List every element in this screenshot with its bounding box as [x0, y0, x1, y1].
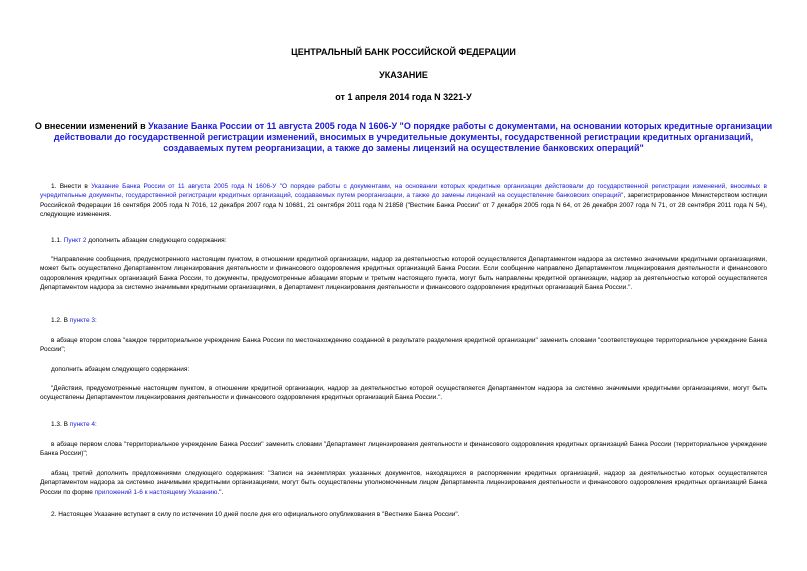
- p11-prefix: 1.1.: [51, 237, 64, 244]
- paragraph-1: [40, 182, 767, 219]
- p2-text: 2. Настоящее Указание вступает в силу по истечении 10 дней после дня его официального опубликования в "Вестнике Банка России".: [51, 511, 460, 518]
- paragraph-1-2-quote: [40, 384, 767, 403]
- p11-suffix: дополнить абзацем следующего содержания:: [86, 237, 227, 244]
- paragraph-1-3-a: [40, 440, 767, 459]
- p12-prefix: 1.2. В: [51, 317, 70, 324]
- p13-b-suffix: .".: [217, 488, 224, 496]
- title-reference-link[interactable]: Указание Банка России от 11 августа 2005 года N 1606-У "О порядке работы с документами, на основании которых кредитные организации действовали до государственной регистрации изменений, вносимых в учредительные документы, государственной регистрации кредитных организаций, создаваемых путем реорганизации, а также до замены лицензий на осуществление банковских операций": [53, 121, 773, 153]
- p12-a: в абзаце втором слова "каждое территориальное учреждение Банка России по местонахождению созданной в результате разделения кредитной организации" заменить словами "соответствующее территориальное учреждение Банка России";: [40, 337, 767, 354]
- p11-link[interactable]: Пункт 2: [63, 237, 87, 244]
- p13-suffix: :: [95, 421, 97, 428]
- paragraph-1-2: [40, 316, 767, 325]
- p1-suffix: , зарегистрированное Министерством юстиции Российской Федерации 16 сентября 2005 года N 7016, 12 декабря 2007 года N 10681, 21 сентября 2011 года N 21858 ("Вестник Банка России" от 7 декабря 2005 года N 64, от 26 декабря 2007 года N 71, от 28 сентября 2011 года N 54), следующие изменения.: [40, 192, 767, 218]
- document-title: [30, 121, 777, 154]
- p12-b: дополнить абзацем следующего содержания:: [51, 366, 190, 373]
- p1-prefix: 1. Внести в: [51, 183, 92, 190]
- paragraph-1-3: [40, 420, 767, 429]
- paragraph-1-3-b: [40, 469, 767, 497]
- paragraph-1-1: [40, 236, 767, 245]
- p1-reference-link[interactable]: Указание Банка России от 11 августа 2005 года N 1606-У "О порядке работы с документами, на основании которых кредитные организации действовали до государственной регистрации изменений, вносимых в учредительные документы, государственной регистрации кредитных организаций, создаваемых путем реорганизации, а также до замены лицензий на осуществление банковских операций": [40, 183, 767, 200]
- paragraph-1-2-b: [40, 365, 767, 374]
- document-date: от 1 апреля 2014 года N 3221-У: [335, 92, 472, 102]
- p13-link[interactable]: пункте 4: [69, 421, 96, 428]
- p12-suffix: :: [95, 317, 97, 324]
- paragraph-2: [40, 510, 767, 519]
- organization-name: ЦЕНТРАЛЬНЫЙ БАНК РОССИЙСКОЙ ФЕДЕРАЦИИ: [291, 47, 516, 57]
- p12-quote: "Действия, предусмотренные настоящим пунктом, в отношении кредитной организации, надзор за деятельностью которой осуществляется Департаментом надзора за системно значимыми кредитными организациями, могут быть осуществлены Департаментом лицензирования деятельности и финансового оздоровления кредитных организаций Банка России.".: [40, 385, 767, 402]
- p12-link[interactable]: пункте 3: [69, 317, 96, 324]
- p13-b-prefix: абзац третий дополнить предложениями следующего содержания: "Записи на экземплярах указанных документов, находящихся в распоряжении кредитных организаций, надзор за деятельностью которых осуществляется Департаментом надзора за системно значимыми кредитными организациями, могут быть осуществлены уполномоченным лицом Департамента лицензирования деятельности и финансового оздоровления кредитных организаций Банка России по форме: [40, 470, 767, 496]
- p11-quote: "Направление сообщения, предусмотренного настоящим пунктом, в отношении кредитной организации, надзор за деятельностью которой осуществляется Департаментом надзора за системно значимыми кредитными организациями, может быть осуществлено Департаментом лицензирования деятельности и финансового оздоровления кредитных организаций Банка России. Если сообщение направлено Департаментом лицензирования деятельности и финансового оздоровления кредитных организаций Банка России, то документы, предусмотренные абзацами вторым и третьим настоящего пункта, могут быть направлены кредитной организации, надзор за деятельностью которой осуществляется Департаментом надзора за системно значимыми кредитными организациями, в Департамент лицензирования деятельности и финансового оздоровления кредитных организаций Банка России.".: [40, 256, 767, 291]
- document-type: УКАЗАНИЕ: [379, 70, 428, 80]
- paragraph-1-2-a: [40, 336, 767, 355]
- paragraph-1-1-quote: [40, 255, 767, 292]
- title-prefix: О внесении изменений в: [34, 121, 149, 131]
- p13-a: в абзаце первом слова "территориальное учреждение Банка России" заменить словами "Департамент лицензирования деятельности и финансового оздоровления кредитных организаций Банка России (территориальное учреждение Банка России)";: [40, 441, 767, 458]
- p13-prefix: 1.3. В: [51, 421, 70, 428]
- p13-b-link[interactable]: приложений 1-6 к настоящему Указанию: [94, 488, 218, 496]
